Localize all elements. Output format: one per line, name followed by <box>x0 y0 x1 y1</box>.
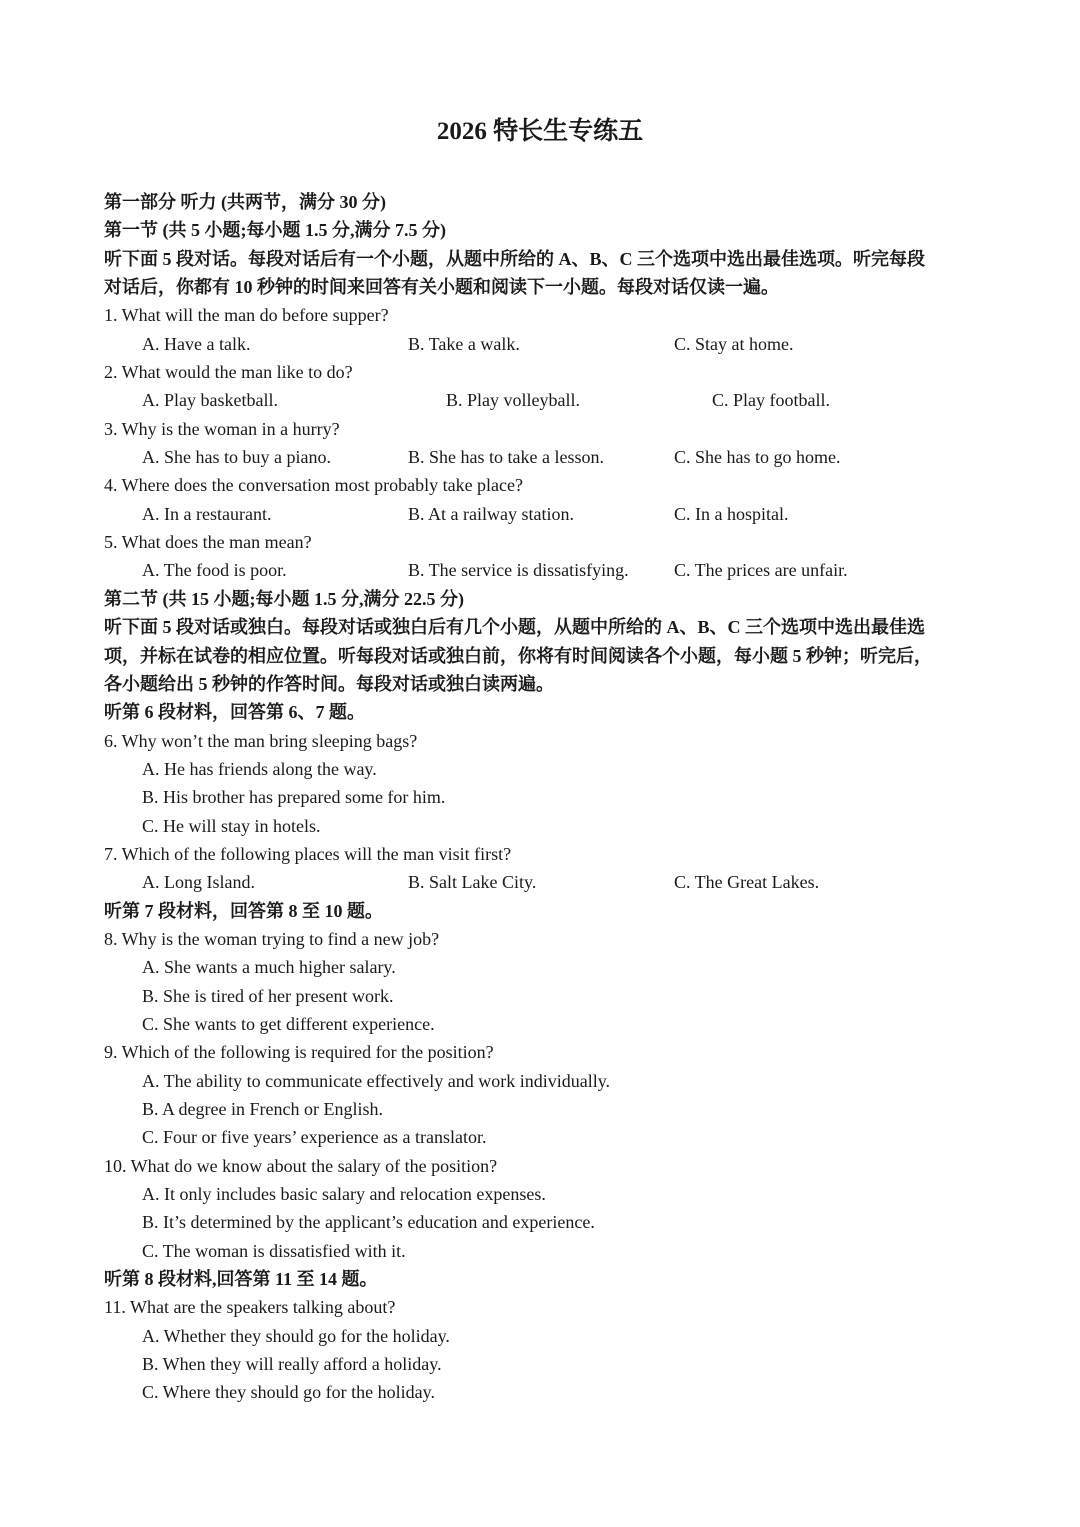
option-a: A. In a restaurant. <box>142 503 272 524</box>
question-stem: 10. What do we know about the salary of the position? <box>104 1155 498 1176</box>
option-b: B. Take a walk. <box>408 333 520 354</box>
option-row <box>104 556 984 584</box>
instruction-line: 项，并标在试卷的相应位置。听每段对话或独白前，你将有时间阅读各个小题，每小题 5 秒钟；听完后， <box>104 645 932 666</box>
option-a: A. The food is poor. <box>142 560 287 581</box>
option-a: A. The ability to communicate effectively and work individually. <box>142 1070 611 1091</box>
option-c: C. The prices are unfair. <box>674 560 848 581</box>
option-a: A. Play basketball. <box>142 390 278 411</box>
option-row <box>104 500 984 528</box>
option-b: B. When they will really afford a holiday. <box>142 1354 442 1375</box>
option-row <box>104 443 984 471</box>
option-c: C. She wants to get different experience. <box>142 1013 435 1034</box>
question-stem: 8. Why is the woman trying to find a new job? <box>104 928 440 949</box>
question-stem: 4. Where does the conversation most probably take place? <box>104 475 524 496</box>
page-content <box>104 188 984 1407</box>
option-a: A. Long Island. <box>142 872 255 893</box>
instruction-line: 各小题给出 5 秒钟的作答时间。每段对话或独白读两遍。 <box>104 673 554 694</box>
part-heading: 第一部分 听力 (共两节，满分 30 分) <box>104 192 386 212</box>
option-c: C. Four or five years’ experience as a translator. <box>142 1127 487 1148</box>
page-title: 2026 特长生专练五 <box>436 118 644 145</box>
material-heading: 听第 8 段材料,回答第 11 至 14 题。 <box>104 1269 378 1290</box>
option-c: C. In a hospital. <box>674 503 789 524</box>
question-stem: 1. What will the man do before supper? <box>104 305 389 326</box>
question-stem: 7. Which of the following places will the man visit first? <box>104 843 512 864</box>
option-c: C. He will stay in hotels. <box>142 815 321 836</box>
option-b: B. It’s determined by the applicant’s education and experience. <box>142 1212 595 1233</box>
question-stem: 11. What are the speakers talking about? <box>104 1297 396 1318</box>
option-a: A. It only includes basic salary and relocation expenses. <box>142 1184 546 1205</box>
section-heading: 第二节 (共 15 小题;每小题 1.5 分,满分 22.5 分) <box>104 588 464 609</box>
question-stem: 9. Which of the following is required for the position? <box>104 1042 494 1063</box>
option-a: A. Have a talk. <box>142 333 251 354</box>
question-stem: 6. Why won’t the man bring sleeping bags? <box>104 730 418 751</box>
instruction-line: 对话后，你都有 10 秒钟的时间来回答有关小题和阅读下一小题。每段对话仅读一遍。 <box>104 277 779 298</box>
material-heading: 听第 7 段材料，回答第 8 至 10 题。 <box>104 900 383 921</box>
option-b: B. She is tired of her present work. <box>142 985 394 1006</box>
option-c: C. Where they should go for the holiday. <box>142 1382 435 1403</box>
option-b: B. She has to take a lesson. <box>408 447 604 468</box>
option-b: B. The service is dissatisfying. <box>408 560 629 581</box>
instruction-line: 听下面 5 段对话或独白。每段对话或独白后有几个小题，从题中所给的 A、B、C 三个选项中选出最佳选 <box>104 617 925 638</box>
option-row <box>104 330 984 358</box>
question-stem: 3. Why is the woman in a hurry? <box>104 418 340 439</box>
option-b: B. Salt Lake City. <box>408 872 537 893</box>
option-a: A. He has friends along the way. <box>142 758 377 779</box>
option-a: A. Whether they should go for the holiday. <box>142 1325 450 1346</box>
option-row <box>104 386 984 414</box>
material-heading: 听第 6 段材料，回答第 6、7 题。 <box>104 702 365 723</box>
option-c: C. Stay at home. <box>674 333 794 354</box>
option-a: A. She wants a much higher salary. <box>142 957 396 978</box>
option-b: B. His brother has prepared some for him. <box>142 787 446 808</box>
instruction-line: 听下面 5 段对话。每段对话后有一个小题，从题中所给的 A、B、C 三个选项中选出最佳选项。听完每段 <box>104 248 925 269</box>
option-row <box>104 868 984 896</box>
option-c: C. Play football. <box>712 390 830 411</box>
section-heading: 第一节 (共 5 小题;每小题 1.5 分,满分 7.5 分) <box>104 220 446 241</box>
option-c: C. The woman is dissatisfied with it. <box>142 1240 406 1261</box>
option-b: B. Play volleyball. <box>446 390 580 411</box>
question-stem: 5. What does the man mean? <box>104 532 312 553</box>
option-b: B. At a railway station. <box>408 503 574 524</box>
option-c: C. She has to go home. <box>674 447 841 468</box>
option-c: C. The Great Lakes. <box>674 872 820 893</box>
option-b: B. A degree in French or English. <box>142 1099 383 1119</box>
question-stem: 2. What would the man like to do? <box>104 362 353 383</box>
option-a: A. She has to buy a piano. <box>142 447 331 468</box>
